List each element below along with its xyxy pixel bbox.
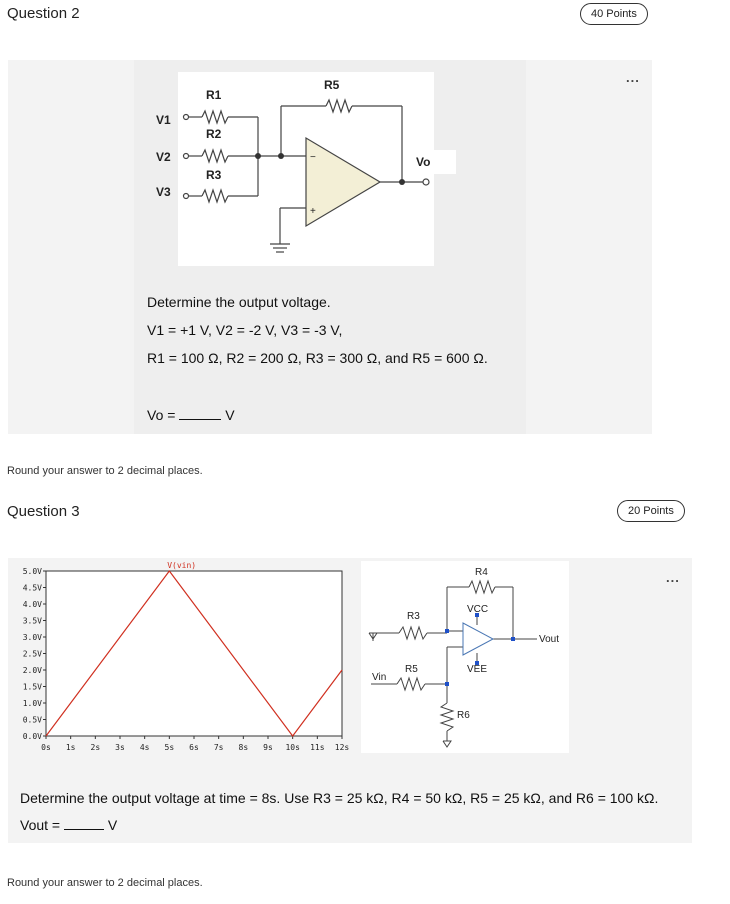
question-3-title: Question 3: [7, 503, 80, 520]
chart-x-tick-label: 2s: [90, 743, 101, 752]
question-3-answer-prefix: Vout =: [20, 817, 64, 833]
r3-label-q3: R3: [407, 611, 420, 622]
chart-x-tick-label: 0s: [41, 743, 51, 752]
chart-y-tick-label: 1.0V: [22, 699, 42, 708]
question-2-prompt: Determine the output voltage.: [147, 294, 331, 310]
chart-y-tick-label: 2.0V: [22, 666, 42, 675]
v2-label: V2: [156, 150, 171, 164]
question-2-answer-blank[interactable]: [179, 407, 221, 420]
r3-label: R3: [206, 168, 222, 182]
chart-plot-area: [46, 571, 342, 736]
question-3-prompt: Determine the output voltage at time = 8s. Use R3 = 25 kΩ, R4 = 50 kΩ, R5 = 25 kΩ, and R6 = 100 kΩ.: [20, 790, 659, 806]
chart-y-tick-label: 0.0V: [22, 732, 42, 741]
r4-label: R4: [475, 567, 488, 578]
chart-x-tick-label: 8s: [238, 743, 249, 752]
chart-y-tick-label: 3.5V: [22, 616, 42, 626]
question-2-points-badge: 40 Points: [580, 3, 648, 25]
chart-x-tick-label: 5s: [164, 743, 175, 752]
question-2-circuit-diagram: [140, 68, 460, 268]
question-3-circuit-diagram: [361, 561, 569, 753]
r5-label-q3: R5: [405, 664, 418, 675]
question-2-answer-prefix: Vo =: [147, 407, 180, 423]
question-3-hint: Round your answer to 2 decimal places.: [7, 877, 203, 889]
chart-y-tick-label: 2.5V: [22, 649, 42, 659]
question-3-points-badge: 20 Points: [617, 500, 685, 522]
chart-y-tick-label: 3.0V: [22, 633, 42, 642]
chart-axis: [46, 571, 342, 736]
chart-y-tick-label: 4.0V: [22, 600, 42, 609]
question-2-more-menu[interactable]: ...: [626, 70, 640, 85]
chart-title: V(vin): [167, 561, 197, 570]
vcc-label: VCC: [467, 604, 489, 615]
question-2-hint: Round your answer to 2 decimal places.: [7, 465, 203, 477]
question-3-answer-unit: V: [103, 817, 118, 833]
chart-x-tick-label: 9s: [263, 743, 273, 752]
chart-y-tick-label: 1.5V: [22, 682, 42, 692]
q2-inverting-sign: −: [310, 152, 316, 163]
r5-label: R5: [324, 78, 340, 92]
chart-x-tick-label: 12s: [334, 743, 350, 752]
q2-noninverting-sign: +: [310, 206, 316, 217]
vout-label: Vout: [539, 634, 560, 645]
chart-x-tick-label: 10s: [285, 743, 300, 752]
question-3-answer-blank[interactable]: [64, 817, 104, 830]
chart-x-tick-label: 4s: [139, 743, 150, 752]
chart-y-tick-label: 5.0V: [22, 567, 42, 576]
r2-label: R2: [206, 127, 222, 141]
question-2-given-resistors: R1 = 100 Ω, R2 = 200 Ω, R3 = 300 Ω, and R5 = 600 Ω.: [147, 350, 488, 366]
vee-label: VEE: [467, 664, 488, 675]
question-2-answer-unit: V: [221, 407, 235, 423]
chart-y-tick-label: 0.5V: [22, 715, 42, 725]
question-3-answer-row: [20, 817, 117, 833]
chart-x-tick-label: 11s: [310, 743, 325, 752]
chart-x-tick-label: 1s: [65, 743, 76, 752]
v1-label: V1: [156, 113, 171, 127]
chart-x-tick-label: 3s: [115, 743, 125, 752]
chart-y-tick-label: 4.5V: [22, 583, 42, 593]
question-2-answer-row: [147, 407, 235, 423]
question-2-given-voltages: V1 = +1 V, V2 = -2 V, V3 = -3 V,: [147, 322, 343, 338]
question-3-vin-chart: [12, 560, 358, 760]
question-2-title: Question 2: [7, 5, 80, 22]
r6-label: R6: [457, 710, 470, 721]
v3-label: V3: [156, 185, 171, 199]
question-3-more-menu[interactable]: ...: [666, 570, 680, 585]
vo-label: Vo: [416, 155, 431, 169]
vin-label: Vin: [372, 672, 387, 683]
chart-x-tick-label: 6s: [189, 743, 199, 752]
r1-label: R1: [206, 88, 222, 102]
chart-x-tick-label: 7s: [213, 743, 224, 752]
